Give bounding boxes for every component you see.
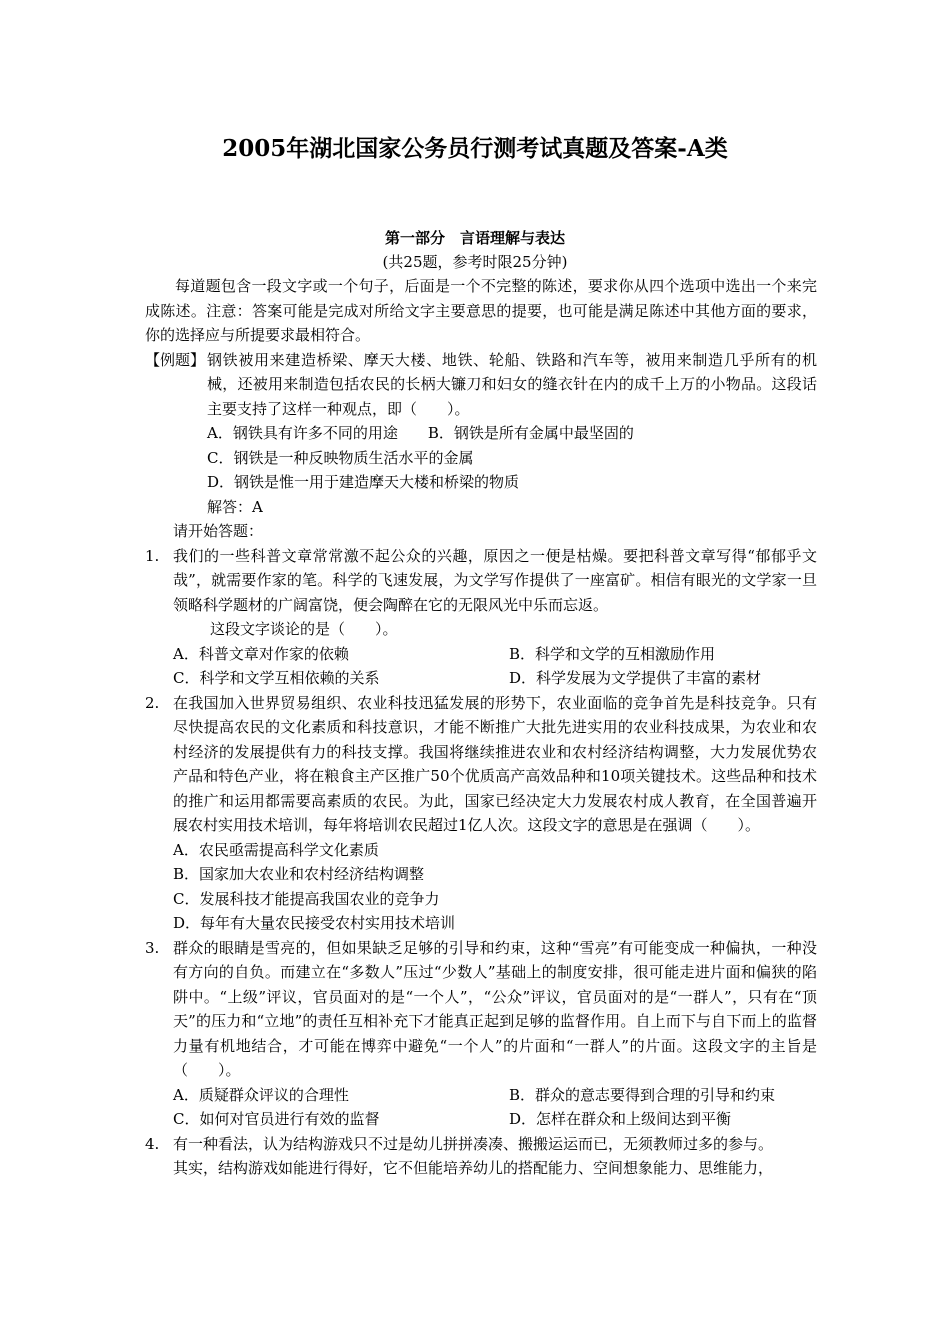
option-a: A．科普文章对作家的依赖	[173, 644, 349, 663]
question	[145, 936, 817, 1132]
question-number: 4.	[145, 1134, 160, 1153]
section-instructions: 每道题包含一段文字或一个句子，后面是一个不完整的陈述，要求你从四个选项中选出一个来完成陈述。注意：答案可能是完成对所给文字主要意思的提要，也可能是满足陈述中其他方面的要求，你的选择应与所提要求最相符合。	[145, 277, 817, 344]
document-title: 2005年湖北国家公务员行测考试真题及答案-A类	[222, 135, 728, 162]
question-text-continued: 其实，结构游戏如能进行得好，它不但能培养幼儿的搭配能力、空间想象能力、思维能力，	[173, 1159, 774, 1177]
option-d: D．每年有大量农民接受农村实用技术培训	[173, 914, 456, 932]
question	[145, 691, 817, 936]
start-prompt: 请开始答题：	[173, 522, 264, 540]
option-b: B．科学和文学的互相激励作用	[509, 644, 716, 663]
question	[145, 1132, 817, 1181]
example-block	[145, 348, 817, 520]
example-option-d: D．钢铁是惟一用于建造摩天大楼和桥梁的物质	[207, 473, 520, 491]
option-d: D．科学发展为文学提供了丰富的素材	[509, 669, 762, 687]
example-options-ab: A．钢铁具有许多不同的用途 B．钢铁是所有金属中最坚固的	[207, 424, 634, 442]
question-text: 在我国加入世界贸易组织、农业科技迅猛发展的形势下，农业面临的竞争首先是科技竞争。只有尽快提高农民的文化素质和科技意识，才能不断推广大批先进实用的农业科技成果，为农业和农村经济的发展提供有力的科技支撑。我国将继续推进农业和农村经济结构调整，大力发展优势农产品和特色产业，将在粮食主产区推广50个优质高产高效品种和10项关键技术。这些品种和技术的推广和运用都需要高素质的农民。为此，国家已经决定大力发展农村成人教育，在全国普遍开展农村实用技术培训，每年将培训农民超过1亿人次。这段文字的意思是在强调（ ）。	[173, 693, 817, 834]
option-a: A．农民亟需提高科学文化素质	[173, 840, 379, 859]
question-number: 2.	[145, 693, 160, 712]
question-text: 我们的一些科普文章常常激不起公众的兴趣，原因之一便是枯燥。要把科普文章写得“郁郁乎文哉”，就需要作家的笔。科学的飞速发展，为文学写作提供了一座富矿。相信有眼光的文学家一旦领略科学题材的广阔富饶，便会陶醉在它的无限风光中乐而忘返。	[173, 546, 817, 614]
option-c: C．如何对官员进行有效的监督	[173, 1110, 380, 1128]
question-stem: 这段文字谈论的是（ ）。	[210, 620, 398, 638]
document-body	[145, 274, 817, 1181]
question-text: 有一种看法，认为结构游戏只不过是幼儿拼拼凑凑、搬搬运运而已，无须教师过多的参与。	[173, 1134, 774, 1153]
section-heading: 第一部分 言语理解与表达	[384, 229, 565, 247]
question-number: 3.	[145, 938, 160, 957]
example-label: 【例题】	[145, 350, 206, 369]
option-c: C．发展科技才能提高我国农业的竞争力	[173, 889, 440, 908]
example-text: 钢铁被用来建造桥梁、摩天大楼、地铁、轮船、铁路和汽车等，被用来制造几乎所有的机械，还被用来制造包括农民的长柄大镰刀和妇女的缝衣针在内的成千上万的小物品。这段话主要支持了这样一种观点，即（ ）。	[207, 350, 817, 418]
option-a: A．质疑群众评议的合理性	[173, 1085, 349, 1104]
example-option-c: C．钢铁是一种反映物质生活水平的金属	[207, 448, 474, 467]
example-answer: 解答：A	[207, 497, 263, 516]
option-d: D．怎样在群众和上级间达到平衡	[509, 1110, 732, 1128]
option-b: B．群众的意志要得到合理的引导和约束	[509, 1085, 776, 1104]
section-subheading: (共25题，参考时限25分钟)	[382, 253, 568, 271]
question-number: 1.	[145, 546, 160, 565]
question-text: 群众的眼睛是雪亮的，但如果缺乏足够的引导和约束，这种“雪亮”有可能变成一种偏执，一种没有方向的自负。而建立在“多数人”压过“少数人”基础上的制度安排，很可能走进片面和偏狭的陷阱中。“上级”评议，官员面对的是“一个人”，“公众”评议，官员面对的是“一群人”，只有在“顶天”的压力和“立地”的责任互相补充下才能真正起到足够的监督作用。自上而下与自下而上的监督力量有机地结合，才可能在博弈中避免“一个人”的片面和“一群人”的片面。这段文字的主旨是（ ）。	[173, 938, 817, 1079]
option-c: C．科学和文学互相依赖的关系	[173, 669, 380, 687]
question	[145, 544, 817, 691]
option-b: B．国家加大农业和农村经济结构调整	[173, 865, 425, 883]
